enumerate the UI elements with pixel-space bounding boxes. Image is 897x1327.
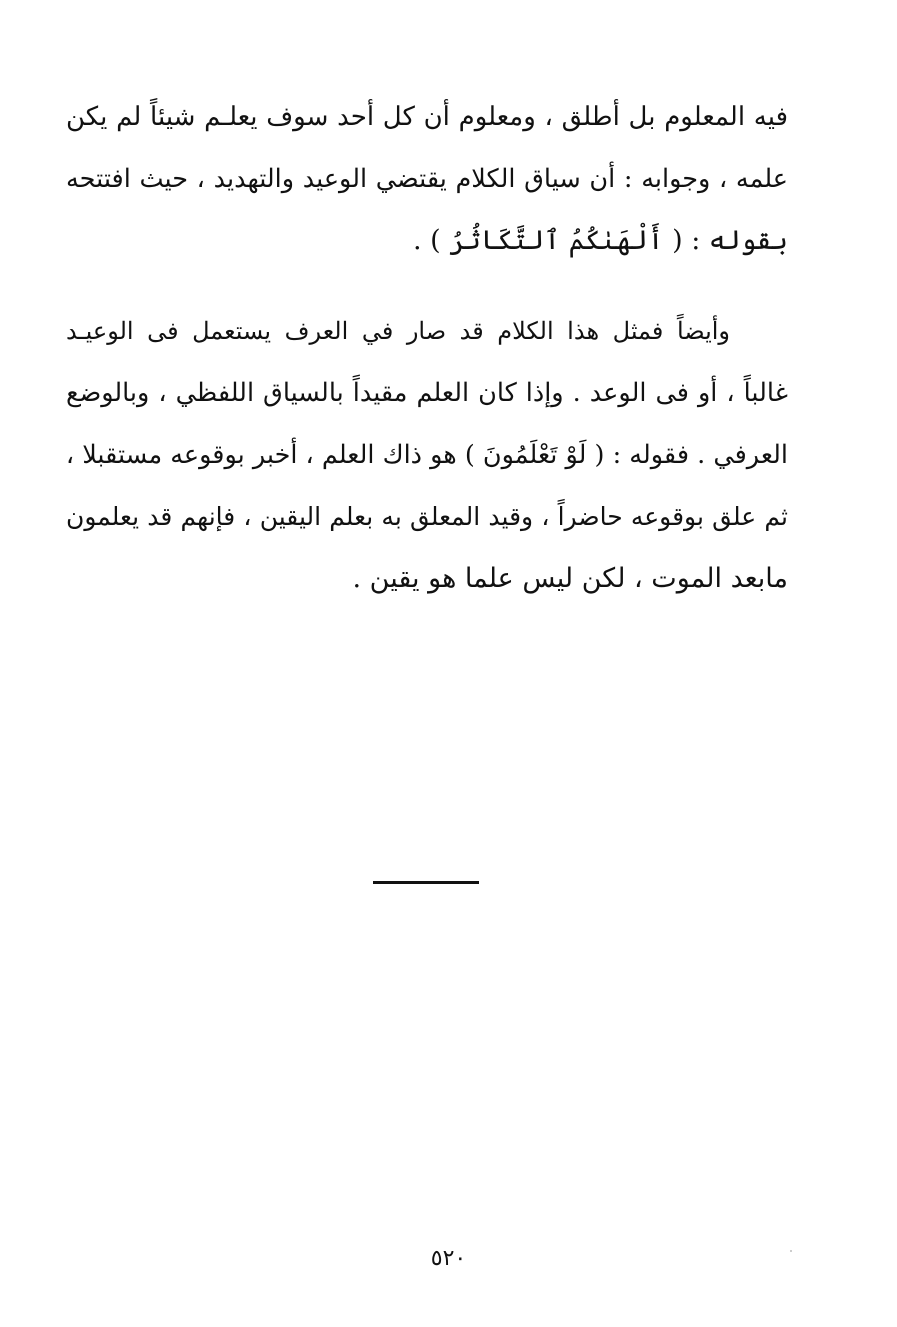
- page-number: ٥٢٠: [430, 1246, 467, 1271]
- text-line: فيه المعلوم بل أطلق ، ومعلوم أن كل أحد سوف يعلـم شيئاً لم يكن: [66, 102, 788, 132]
- paragraph-1: [66, 86, 788, 272]
- text-line: ثم علق بوقوعه حاضراً ، وقيد المعلق به بعلم اليقين ، فإنهم قد يعلمون: [66, 502, 788, 531]
- text-line: علمه ، وجوابه : أن سياق الكلام يقتضي الوعيد والتهديد ، حيث افتتحه: [66, 164, 788, 194]
- text-line: وأيضاً فمثل هذا الكلام قد صار في العرف يستعمل فى الوعيـد: [66, 317, 731, 345]
- text-line: غالباً ، أو فى الوعد . وإذا كان العلم مقيداً بالسياق اللفظي ، وبالوضع: [66, 378, 788, 408]
- scan-speck: [790, 1250, 792, 1252]
- section-divider: [373, 881, 479, 884]
- text-line: مابعد الموت ، لكن ليس علما هو يقين .: [352, 563, 788, 594]
- text-line: بقوله : ( أَلْهَىٰكُمُ ٱلتَّكَاثُرُ ) .: [412, 225, 788, 256]
- text-line: العرفي . فقوله : ( لَوْ تَعْلَمُونَ ) هو ذاك العلم ، أخبر بوقوعه مستقبلا ،: [65, 440, 788, 470]
- paragraph-2: [66, 300, 788, 610]
